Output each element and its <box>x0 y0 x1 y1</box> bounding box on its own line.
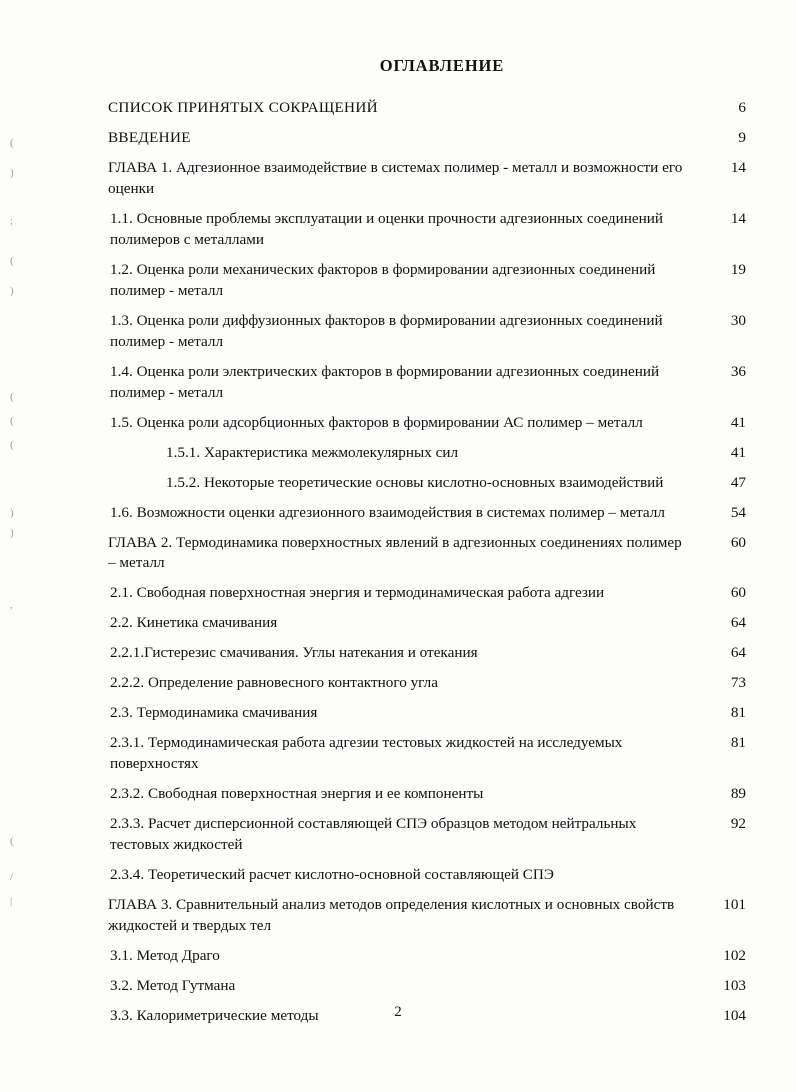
toc-entry-title: 2.3.1. Термодинамическая работа адгезии тестовых жидкостей на исследуемых поверхностях <box>110 734 623 773</box>
toc-entry[interactable] <box>108 473 748 494</box>
toc-entry[interactable] <box>108 260 748 302</box>
toc-entry-title: 2.3.4. Теоретический расчет кислотно-основной составляющей СПЭ <box>110 866 554 884</box>
toc-entry-title: 1.6. Возможности оценки адгезионного взаимодействия в системах полимер – металл <box>110 503 665 521</box>
toc-entry-title: 2.2. Кинетика смачивания <box>110 614 278 632</box>
toc-entry-title: 3.1. Метод Драго <box>110 947 220 965</box>
toc-entry-page: 92 <box>730 815 746 833</box>
toc-entry-title: 1.4. Оценка роли электрических факторов в формировании адгезионных соединений полимер - металл <box>110 362 660 401</box>
toc-entry-title: 1.3. Оценка роли диффузионных факторов в формировании адгезионных соединений полимер - металл <box>110 311 663 350</box>
toc-entry-title: 2.3.2. Свободная поверхностная энергия и ее компоненты <box>110 785 484 803</box>
toc-entry[interactable] <box>108 443 748 464</box>
toc-entry-page: 103 <box>723 977 746 994</box>
toc-entry-page: 81 <box>730 704 746 722</box>
toc-entry-page: 47 <box>730 473 746 491</box>
toc-entry-title: 2.2.1.Гистерезис смачивания. Углы натекания и отекания <box>110 644 478 662</box>
toc-entry-title: 1.5. Оценка роли адсорбционных факторов в формировании АС полимер – металл <box>110 413 643 431</box>
toc-entry-page: 64 <box>730 644 746 662</box>
toc-entry-page: 64 <box>730 614 746 632</box>
toc-entry-title: 1.5.1. Характеристика межмолекулярных сил <box>166 443 459 461</box>
toc-entry-title: 2.1. Свободная поверхностная энергия и термодинамическая работа адгезии <box>110 584 605 602</box>
toc-entry-page: 41 <box>730 413 746 431</box>
toc-entry-title: 1.5.2. Некоторые теоретические основы кислотно-основных взаимодействий <box>166 473 664 491</box>
toc-entry-title: ГЛАВА 1. Адгезионное взаимодействие в системах полимер - металл и возможности его оценки <box>108 158 683 197</box>
toc-entry-page: 104 <box>723 1006 746 1024</box>
scan-artifacts: ( ) ; ( ) ( ( ( ) ) , ( / | <box>10 137 14 907</box>
toc-entry-page: 60 <box>730 584 746 602</box>
toc-entry-page: 101 <box>723 896 746 914</box>
page-title: ОГЛАВЛЕНИЕ <box>379 56 505 75</box>
table-of-contents <box>108 98 748 1027</box>
toc-entry[interactable] <box>108 413 748 434</box>
toc-entry-page: 41 <box>730 443 746 461</box>
toc-entry[interactable] <box>108 976 748 997</box>
toc-entry-page: 19 <box>730 260 746 278</box>
toc-entry[interactable] <box>108 784 748 805</box>
toc-entry-title: СПИСОК ПРИНЯТЫХ СОКРАЩЕНИЙ <box>108 99 378 116</box>
toc-container <box>108 56 748 1036</box>
toc-entry-page: 73 <box>730 674 746 692</box>
toc-entry-page: 6 <box>738 99 746 116</box>
toc-entry[interactable] <box>108 503 748 524</box>
toc-entry-page: 60 <box>730 533 746 551</box>
toc-entry[interactable] <box>108 209 748 251</box>
toc-entry-page: 81 <box>730 734 746 752</box>
page-number: 2 <box>394 1004 402 1020</box>
toc-entry-title: ГЛАВА 3. Сравнительный анализ методов определения кислотных и основных свойств жидкостей и твердых тел <box>108 896 675 935</box>
toc-entry-title: 2.3.3. Расчет дисперсионной составляющей СПЭ образцов методом нейтральных тестовых жидкостей <box>110 815 637 854</box>
toc-entry-page: 54 <box>730 503 746 521</box>
toc-entry[interactable] <box>108 533 748 575</box>
toc-entry-page: 9 <box>738 128 746 146</box>
toc-entry[interactable] <box>108 362 748 404</box>
toc-entry[interactable] <box>108 733 748 775</box>
toc-entry-title: 1.2. Оценка роли механических факторов в формировании адгезионных соединений полимер - металл <box>110 260 656 299</box>
toc-entry-page: 14 <box>730 209 746 227</box>
toc-entry-title: 3.3. Калориметрические методы <box>110 1006 319 1024</box>
toc-entry[interactable] <box>108 895 748 937</box>
toc-entry-title: ГЛАВА 2. Термодинамика поверхностных явлений в адгезионных соединениях полимер – металл <box>108 533 682 572</box>
toc-entry[interactable] <box>108 128 748 149</box>
toc-entry[interactable] <box>108 98 748 119</box>
toc-entry-page: 14 <box>730 158 746 176</box>
toc-entry-title: 1.1. Основные проблемы эксплуатации и оценки прочности адгезионных соединений полимеров с металлами <box>110 209 664 248</box>
toc-entry[interactable] <box>108 583 748 604</box>
toc-entry-page: 30 <box>730 311 746 329</box>
toc-entry[interactable] <box>108 703 748 724</box>
toc-entry-page: 36 <box>730 362 746 380</box>
toc-entry[interactable] <box>108 946 748 967</box>
toc-entry-page: 89 <box>730 785 746 803</box>
toc-entry-page: 102 <box>723 947 746 965</box>
toc-entry[interactable] <box>108 158 748 200</box>
toc-entry[interactable] <box>108 613 748 634</box>
toc-entry[interactable] <box>108 865 748 886</box>
toc-entry[interactable] <box>108 311 748 353</box>
toc-entry-title: 2.3. Термодинамика смачивания <box>110 704 318 722</box>
toc-entry-title: 2.2.2. Определение равновесного контактного угла <box>110 674 438 692</box>
toc-entry-title: ВВЕДЕНИЕ <box>108 128 191 146</box>
toc-entry[interactable] <box>108 814 748 856</box>
toc-entry[interactable] <box>108 643 748 664</box>
toc-entry-title: 3.2. Метод Гутмана <box>110 977 236 994</box>
toc-entry[interactable] <box>108 673 748 694</box>
